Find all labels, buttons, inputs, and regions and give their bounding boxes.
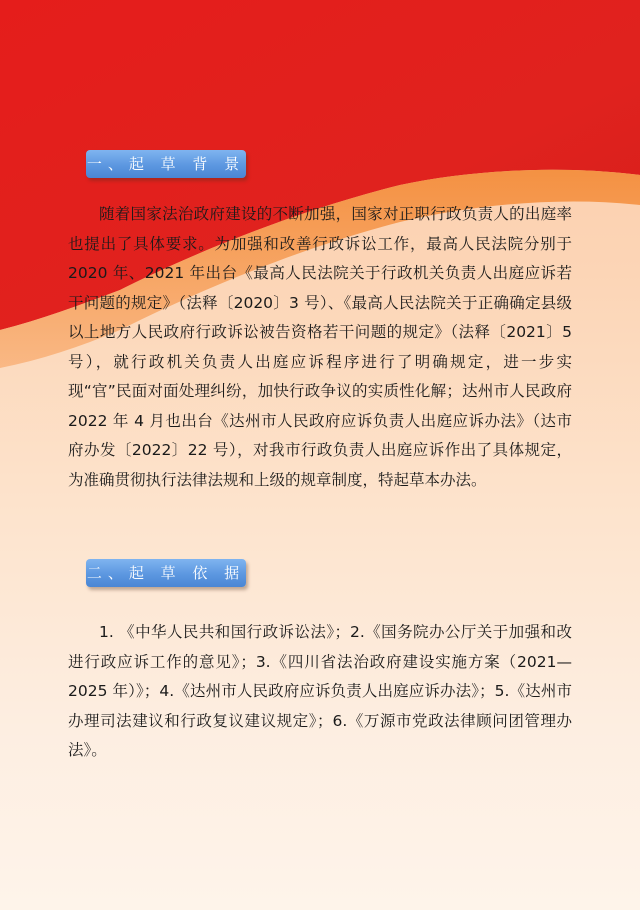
section-heading-background: 一、起 草 背 景 [86, 150, 246, 178]
background-paragraph: 随着国家法治政府建设的不断加强，国家对正职行政负责人的出庭率也提出了具体要求。为加强和改善行政诉讼工作，最高人民法院分别于 2020 年、2021 年出台《最高人民法院关于行政机关负责人出庭应诉若干问题的规定》（法释〔2020〕3 号）、《最高人民法院关于正确确定县级以上地方人民政府行政诉讼被告资格若干问题的规定》（法释〔2021〕5 号），就行政机关负责人出庭应诉程序进行了明确规定，进一步实现“官”民面对面处理纠纷，加快行政争议的实质性化解；达州市人民政府 2022 年 4 月也出台《达州市人民政府应诉负责人出庭应诉办法》（达市府办发〔2022〕22 号），对我市行政负责人出庭应诉作出了具体规定，为准确贯彻执行法律法规和上级的规章制度，特起草本办法。 [68, 205, 572, 489]
basis-paragraph: 1. 《中华人民共和国行政诉讼法》；2.《国务院办公厅关于加强和改进行政应诉工作的意见》；3.《四川省法治政府建设实施方案（2021—2025 年）》；4.《达州市人民政府应诉负责人出庭应诉办法》；5.《达州市办理司法建议和行政复议建议规定》；6.《万源市党政法律顾问团管理办法》。 [68, 623, 572, 759]
section-heading-basis: 二、起 草 依 据 [86, 559, 246, 587]
